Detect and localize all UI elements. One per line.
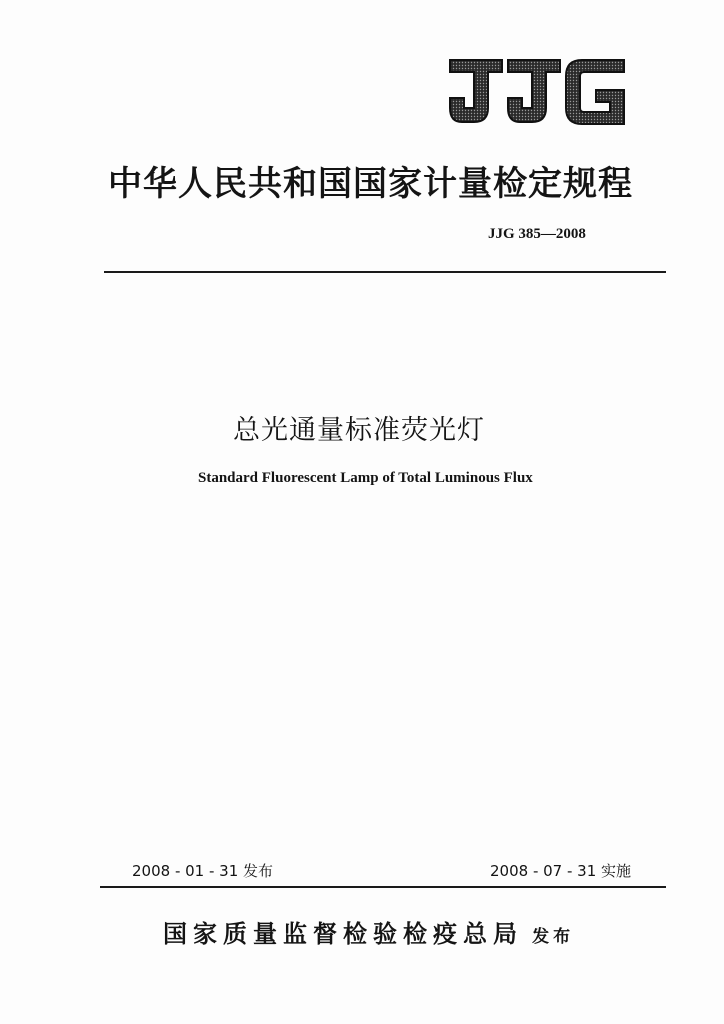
document-title-chinese: 总光通量标准荧光灯 [233,415,485,446]
publisher-name: 国家质量监督检验检疫总局 [163,919,523,948]
issue-date: 2008 - 01 - 31 发布 [132,862,274,880]
standard-code: JJG 385—2008 [488,226,586,242]
document-title-english: Standard Fluorescent Lamp of Total Luminous Flux [198,470,533,486]
effective-date: 2008 - 07 - 31 实施 [490,862,632,880]
top-divider [104,271,666,273]
publisher-line [163,914,574,949]
bottom-divider [100,886,666,888]
publisher-suffix: 发布 [532,927,575,947]
regulation-series-title: 中华人民共和国国家计量检定规程 [108,164,633,204]
jjg-logo [446,58,628,126]
